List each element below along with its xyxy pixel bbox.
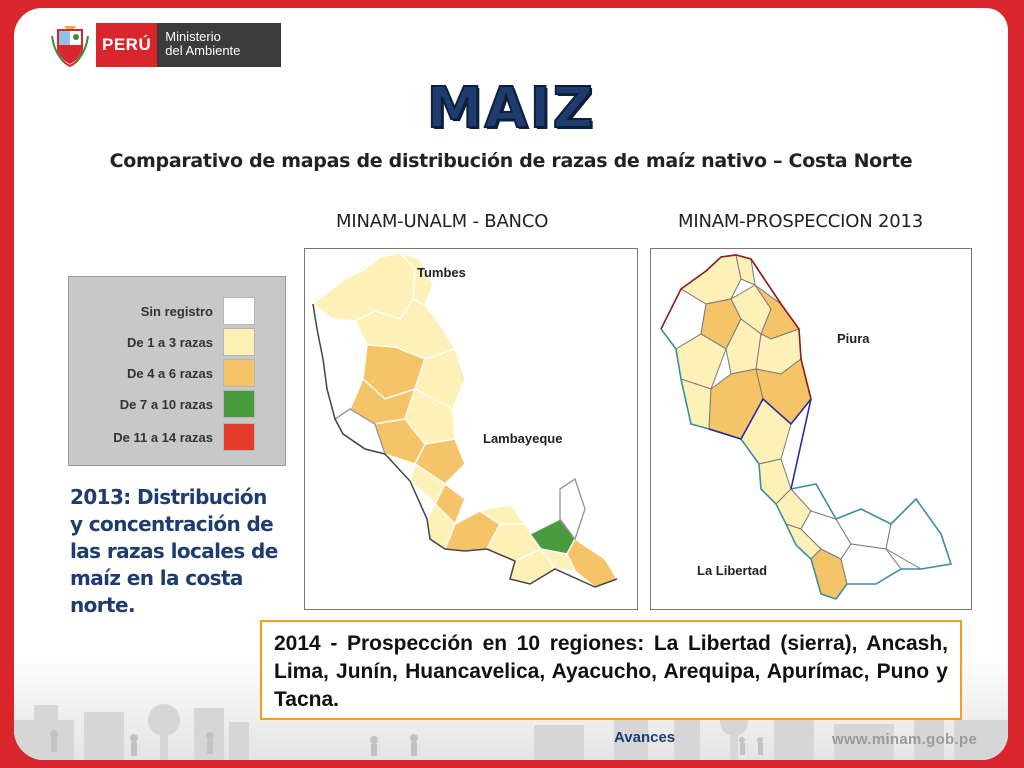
legend-row (141, 297, 255, 325)
page-subtitle: Comparativo de mapas de distribución de razas de maíz nativo – Costa Norte (109, 150, 913, 172)
legend-swatch-none (223, 297, 255, 325)
legend-swatch-7-10 (223, 390, 255, 418)
legend-swatch-1-3 (223, 328, 255, 356)
ministry-line-1: Ministerio (165, 29, 221, 44)
footer-url-link[interactable]: www.minam.gob.pe (832, 731, 978, 748)
legend-row (127, 328, 255, 356)
legend-row (113, 423, 255, 451)
legend-row (127, 359, 255, 387)
footer-section-label: Avances (614, 729, 676, 746)
map-caption: 2013: Distribución y concentración de las razas locales de maíz en la costa norte. (70, 485, 278, 617)
ministry-logo[interactable] (50, 22, 281, 68)
place-piura: Piura (837, 331, 870, 346)
ministry-line-2: del Ambiente (165, 43, 241, 58)
coat-of-arms-icon (50, 22, 90, 68)
country-badge: PERÚ (96, 23, 157, 67)
left-map (304, 248, 638, 610)
place-la-libertad: La Libertad (697, 563, 768, 578)
place-lambayeque: Lambayeque (483, 431, 563, 446)
legend-label: De 4 a 6 razas (126, 365, 213, 381)
left-map-regions (305, 249, 637, 609)
legend-label: De 1 a 3 razas (126, 334, 213, 350)
page-title: MAIZ (426, 76, 596, 141)
right-map-regions (651, 249, 971, 609)
slide (14, 8, 1008, 760)
info-box: 2014 - Prospección en 10 regiones: La Libertad (sierra), Ancash, Lima, Junín, Huancavelica, Ayacucho, Arequipa, Apurímac, Puno y Tacna. (260, 620, 962, 720)
legend-swatch-4-6 (223, 359, 255, 387)
right-map-label: MINAM-PROSPECCION 2013 (678, 211, 924, 232)
right-map (650, 248, 972, 610)
ministry-name (157, 23, 281, 67)
left-map-label: MINAM-UNALM - BANCO (336, 211, 549, 232)
map-legend (68, 276, 286, 466)
legend-label: De 7 a 10 razas (119, 396, 213, 412)
place-tumbes: Tumbes (417, 265, 466, 280)
legend-row (120, 390, 255, 418)
legend-swatch-11-14 (223, 423, 255, 451)
legend-label: De 11 a 14 razas (113, 429, 213, 445)
legend-label: Sin registro (140, 303, 213, 319)
